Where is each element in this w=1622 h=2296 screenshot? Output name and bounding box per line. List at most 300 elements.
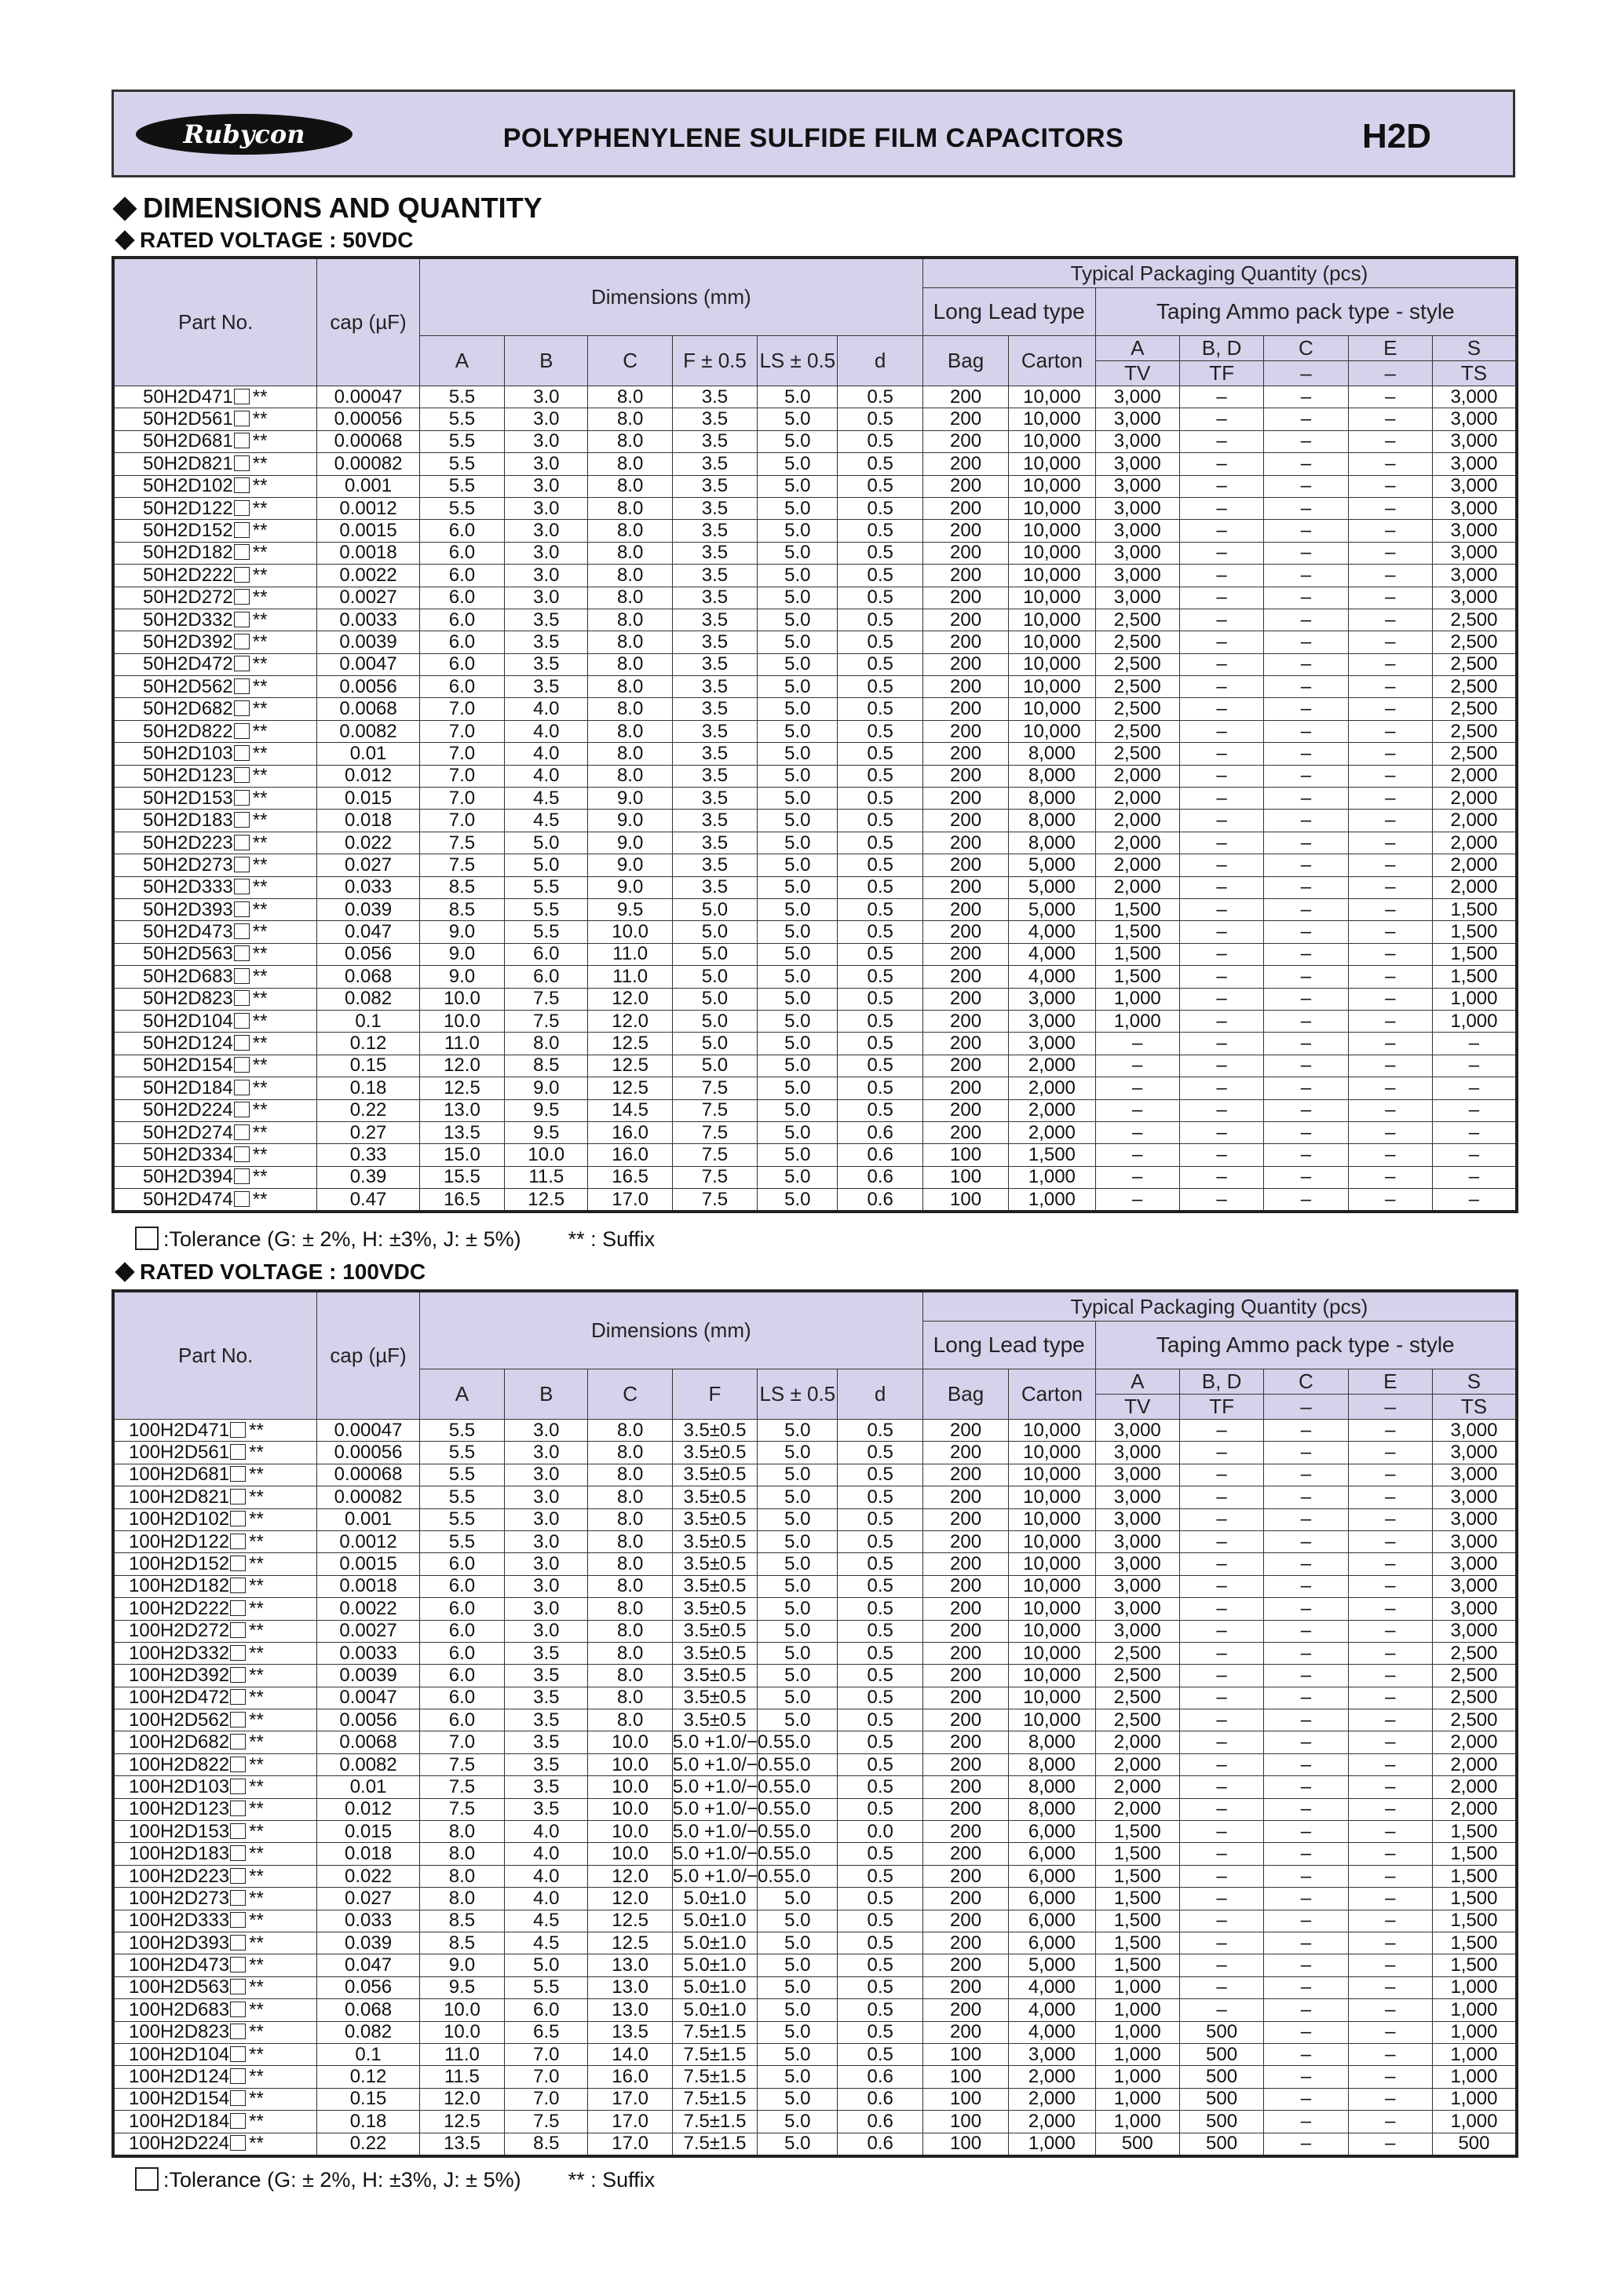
table-cell: 200 xyxy=(922,408,1008,430)
table-cell: 2,500 xyxy=(1095,1687,1179,1709)
section-heading xyxy=(111,192,542,225)
table-cell: 4,000 xyxy=(1009,943,1095,965)
tolerance-box-icon xyxy=(234,790,250,806)
table-cell: 0.00056 xyxy=(317,1442,419,1464)
tolerance-note xyxy=(135,2167,655,2192)
table-cell: 5.0 xyxy=(758,876,838,898)
part-number-cell xyxy=(113,743,317,765)
table-cell: 1,500 xyxy=(1432,898,1517,920)
table-cell: 3.5 xyxy=(672,386,757,408)
table-cell: 200 xyxy=(922,876,1008,898)
table-cell: – xyxy=(1264,1099,1348,1121)
table-cell: 5.0 xyxy=(672,1033,757,1055)
part-number: 100H2D153 xyxy=(129,1820,230,1842)
part-number-cell xyxy=(113,1420,317,1442)
table-row xyxy=(113,1055,1517,1077)
table-cell: 0.5 xyxy=(838,1099,922,1121)
table-cell: 5.0 xyxy=(758,1575,838,1597)
table-row xyxy=(113,1099,1517,1121)
table-row xyxy=(113,1709,1517,1731)
table-cell: 4.5 xyxy=(505,1910,588,1932)
table-row xyxy=(113,497,1517,519)
table-row xyxy=(113,631,1517,653)
col-dimensions: Dimensions (mm) xyxy=(419,1291,922,1369)
table-cell: 16.5 xyxy=(419,1189,504,1212)
table-cell: 200 xyxy=(922,631,1008,653)
table-cell: 2,500 xyxy=(1432,1642,1517,1664)
table-cell: 8.0 xyxy=(588,497,672,519)
table-cell: 10.0 xyxy=(419,1999,504,2021)
tolerance-box-icon xyxy=(230,1868,246,1884)
suffix-mark: ** xyxy=(252,742,268,764)
table-cell: – xyxy=(1264,1687,1348,1709)
part-number: 50H2D222 xyxy=(143,564,233,586)
table-cell: 6,000 xyxy=(1009,1910,1095,1932)
part-number: 50H2D682 xyxy=(143,698,233,720)
table-cell: 10.0 xyxy=(588,1776,672,1798)
table-cell: 3,000 xyxy=(1009,2043,1095,2065)
table-cell: 1,000 xyxy=(1095,1010,1179,1032)
table-cell: 0.5 xyxy=(838,1598,922,1620)
table-cell: 0.0027 xyxy=(317,1620,419,1642)
tolerance-box-icon xyxy=(234,767,250,783)
part-number: 50H2D821 xyxy=(143,452,233,474)
part-number: 50H2D681 xyxy=(143,430,233,452)
table-cell: – xyxy=(1264,386,1348,408)
table-cell: – xyxy=(1348,1843,1432,1865)
table-cell: 8.0 xyxy=(419,1843,504,1865)
table-cell: 3,000 xyxy=(1432,386,1517,408)
table-cell: 10.0 xyxy=(419,988,504,1010)
table-cell: 10,000 xyxy=(1009,430,1095,452)
table-cell: 0.0068 xyxy=(317,1731,419,1753)
col-tape-c-sub: – xyxy=(1264,1395,1348,1420)
table-cell: – xyxy=(1264,631,1348,653)
part-number-cell xyxy=(113,1442,317,1464)
part-number: 100H2D332 xyxy=(129,1642,230,1664)
table-cell: 200 xyxy=(922,676,1008,698)
table-cell: – xyxy=(1348,1731,1432,1753)
part-number-cell xyxy=(113,542,317,564)
part-number: 100H2D182 xyxy=(129,1575,230,1597)
table-cell: 0.00082 xyxy=(317,453,419,475)
suffix-mark: ** xyxy=(252,1099,268,1121)
table-cell: 6,000 xyxy=(1009,1865,1095,1887)
table-cell: 7.5 xyxy=(672,1189,757,1212)
suffix-mark: ** xyxy=(252,765,268,787)
table-cell: 0.5 xyxy=(838,1888,922,1910)
table-cell: 7.0 xyxy=(505,2088,588,2110)
table-cell: 0.5 xyxy=(838,1865,922,1887)
section-title: DIMENSIONS AND QUANTITY xyxy=(143,192,542,224)
table-cell: – xyxy=(1348,1575,1432,1597)
table-cell: 2,000 xyxy=(1095,1798,1179,1820)
table-cell: – xyxy=(1348,2021,1432,2043)
table-cell: 5.5 xyxy=(419,1508,504,1530)
table-row xyxy=(113,565,1517,587)
table-row xyxy=(113,810,1517,832)
table-cell: 0.47 xyxy=(317,1189,419,1212)
part-number: 50H2D154 xyxy=(143,1055,233,1077)
table-body xyxy=(113,386,1517,1212)
table-cell: 0.5 xyxy=(838,520,922,542)
table-row xyxy=(113,1033,1517,1055)
table-cell: 5.0 xyxy=(758,1865,838,1887)
table-cell: 1,500 xyxy=(1432,1843,1517,1865)
table-cell: – xyxy=(1179,1077,1263,1099)
table-row xyxy=(113,2133,1517,2156)
col-c: C xyxy=(588,1369,672,1420)
table-cell: 1,500 xyxy=(1009,1144,1095,1166)
table-cell: – xyxy=(1348,1753,1432,1775)
table-cell: 100 xyxy=(922,2133,1008,2156)
table-cell: – xyxy=(1264,1798,1348,1820)
table-cell: 8.5 xyxy=(419,898,504,920)
table-row xyxy=(113,1486,1517,1508)
table-cell: – xyxy=(1179,1865,1263,1887)
table-cell: 10,000 xyxy=(1009,386,1095,408)
table-cell: – xyxy=(1179,921,1263,943)
col-tape-tf: TF xyxy=(1179,1395,1263,1420)
col-tape-ts: TS xyxy=(1432,361,1517,386)
table-cell: – xyxy=(1348,1486,1432,1508)
table-cell: 3,000 xyxy=(1095,497,1179,519)
table-cell: 3.0 xyxy=(505,453,588,475)
table-cell: 12.5 xyxy=(505,1189,588,1212)
table-cell: 0.5 xyxy=(838,497,922,519)
table-cell: – xyxy=(1348,1776,1432,1798)
part-number-cell xyxy=(113,698,317,720)
table-cell: 0.0022 xyxy=(317,1598,419,1620)
table-cell: 5.0 xyxy=(758,2021,838,2043)
table-cell: 0.027 xyxy=(317,854,419,876)
table-cell: 5.0 xyxy=(672,988,757,1010)
part-number: 100H2D392 xyxy=(129,1664,230,1686)
part-number-cell xyxy=(113,587,317,609)
table-cell: – xyxy=(1264,876,1348,898)
table-cell: 17.0 xyxy=(588,2111,672,2133)
tolerance-box-icon xyxy=(234,1013,250,1029)
table-cell: 0.012 xyxy=(317,1798,419,1820)
table-cell: – xyxy=(1348,698,1432,720)
table-cell: 5.5 xyxy=(505,921,588,943)
table-cell: 3.0 xyxy=(505,587,588,609)
table-cell: 17.0 xyxy=(588,2133,672,2156)
tolerance-box-icon xyxy=(234,990,250,1006)
table-cell: 0.5 xyxy=(838,743,922,765)
table-cell: 5.0 +1.0/−0.5 xyxy=(672,1820,784,1842)
table-cell: 200 xyxy=(922,898,1008,920)
table-cell: – xyxy=(1264,943,1348,965)
table-cell: 12.5 xyxy=(588,1033,672,1055)
table-cell: 4.5 xyxy=(505,810,588,832)
table-row xyxy=(113,653,1517,675)
col-dimensions: Dimensions (mm) xyxy=(419,258,922,336)
part-number: 100H2D273 xyxy=(129,1887,230,1909)
table-cell: – xyxy=(1264,2111,1348,2133)
table-cell: 1,500 xyxy=(1095,921,1179,943)
part-number-cell xyxy=(113,788,317,810)
table-cell: – xyxy=(1348,1910,1432,1932)
table-cell: 0.5 xyxy=(838,1999,922,2021)
table-cell: 3,000 xyxy=(1432,542,1517,564)
table-cell: 0.0039 xyxy=(317,631,419,653)
table-cell: 5.0 xyxy=(758,2043,838,2065)
table-cell: 0.5 xyxy=(838,988,922,1010)
table-cell: 8.0 xyxy=(588,1530,672,1552)
table-cell: 200 xyxy=(922,1798,1008,1820)
table-cell: 10,000 xyxy=(1009,1508,1095,1530)
table-cell: 5.0 xyxy=(505,1954,588,1976)
col-tape-e: E xyxy=(1348,336,1432,361)
table-cell: 12.0 xyxy=(588,1888,672,1910)
table-cell: – xyxy=(1348,1166,1432,1188)
tolerance-box-icon xyxy=(230,1600,246,1616)
table-cell: 3.5 xyxy=(672,497,757,519)
tolerance-box-icon xyxy=(234,1168,250,1184)
table-cell: – xyxy=(1348,1121,1432,1143)
table-cell: 3.0 xyxy=(505,1575,588,1597)
table-cell: 7.5 xyxy=(419,854,504,876)
table-cell: – xyxy=(1179,475,1263,497)
table-cell: 5.0 xyxy=(758,788,838,810)
table-cell: 9.5 xyxy=(588,898,672,920)
table-cell: – xyxy=(1179,1954,1263,1976)
col-tape-s: S xyxy=(1432,1369,1517,1395)
part-number-cell xyxy=(113,1976,317,1998)
table-cell: 200 xyxy=(922,1077,1008,1099)
table-cell: 0.01 xyxy=(317,1776,419,1798)
table-cell: 7.5±1.5 xyxy=(672,2133,757,2156)
table-cell: – xyxy=(1348,1598,1432,1620)
table-cell: 16.0 xyxy=(588,2066,672,2088)
table-cell: 6.0 xyxy=(419,565,504,587)
table-cell: 200 xyxy=(922,1575,1008,1597)
table-cell: 200 xyxy=(922,1910,1008,1932)
table-cell: 1,500 xyxy=(1095,1821,1179,1843)
table-cell: – xyxy=(1264,698,1348,720)
table-cell: 200 xyxy=(922,1888,1008,1910)
table-cell: 0.018 xyxy=(317,810,419,832)
table-cell: 3,000 xyxy=(1095,408,1179,430)
tolerance-box-icon xyxy=(230,1979,246,1994)
table-cell: 0.0047 xyxy=(317,653,419,675)
part-number: 50H2D471 xyxy=(143,386,233,408)
part-number-cell xyxy=(113,1033,317,1055)
table-cell: 10,000 xyxy=(1009,520,1095,542)
suffix-mark: ** xyxy=(252,876,268,898)
table-cell: 3.5 xyxy=(672,587,757,609)
table-cell: – xyxy=(1179,966,1263,988)
table-cell: – xyxy=(1095,1144,1179,1166)
table-cell: 0.0027 xyxy=(317,587,419,609)
table-cell: 4,000 xyxy=(1009,921,1095,943)
table-cell: 1,500 xyxy=(1095,1954,1179,1976)
table-cell: – xyxy=(1348,520,1432,542)
part-number-cell xyxy=(113,1798,317,1820)
table-cell: 2,500 xyxy=(1095,720,1179,742)
table-cell: 200 xyxy=(922,1865,1008,1887)
table-cell: 6,000 xyxy=(1009,1843,1095,1865)
table-cell: 1,500 xyxy=(1095,1888,1179,1910)
table-cell: 2,500 xyxy=(1095,609,1179,631)
table-cell: 0.5 xyxy=(838,653,922,675)
part-number: 100H2D272 xyxy=(129,1620,230,1642)
table-cell: 4.0 xyxy=(505,1843,588,1865)
tolerance-box-icon xyxy=(230,1935,246,1951)
table-cell: 6,000 xyxy=(1009,1821,1095,1843)
table-cell: 0.5 xyxy=(838,676,922,698)
table-cell: 12.5 xyxy=(588,1910,672,1932)
table-cell: 0.082 xyxy=(317,2021,419,2043)
table-cell: – xyxy=(1264,854,1348,876)
table-row xyxy=(113,609,1517,631)
part-number: 50H2D273 xyxy=(143,854,233,876)
table-cell: – xyxy=(1179,1999,1263,2021)
table-cell: 15.5 xyxy=(419,1166,504,1188)
table-cell: 0.047 xyxy=(317,921,419,943)
table-cell: 0.5 xyxy=(838,386,922,408)
table-cell: 3.5 xyxy=(505,631,588,653)
table-cell: – xyxy=(1264,765,1348,787)
table-cell: 10.0 xyxy=(588,1843,672,1865)
table-cell: 5.5 xyxy=(419,408,504,430)
table-cell: 0.0012 xyxy=(317,497,419,519)
table-cell: 10,000 xyxy=(1009,565,1095,587)
table-cell: 200 xyxy=(922,832,1008,854)
table-cell: 200 xyxy=(922,2021,1008,2043)
table-cell: 10,000 xyxy=(1009,1665,1095,1687)
part-number: 50H2D184 xyxy=(143,1077,233,1099)
table-cell: 0.00056 xyxy=(317,408,419,430)
suffix-mark: ** xyxy=(252,386,268,408)
table-cell: 0.015 xyxy=(317,1821,419,1843)
part-number: 50H2D393 xyxy=(143,898,233,920)
tolerance-box-icon xyxy=(230,1845,246,1861)
table-cell: 3,000 xyxy=(1009,1010,1095,1032)
table-cell: – xyxy=(1348,1508,1432,1530)
table-cell: 0.0033 xyxy=(317,609,419,631)
table-cell: 10.0 xyxy=(588,1753,672,1775)
tolerance-box-icon xyxy=(230,2046,246,2062)
tolerance-box-icon xyxy=(230,1511,246,1526)
table-cell: 8.0 xyxy=(588,430,672,452)
table-cell: 1,000 xyxy=(1432,1010,1517,1032)
tolerance-box-icon xyxy=(230,1912,246,1928)
table-cell: 4,000 xyxy=(1009,2021,1095,2043)
table-cell: 0.5 xyxy=(838,1575,922,1597)
table-cell: 2,500 xyxy=(1432,1687,1517,1709)
suffix-mark: ** xyxy=(252,921,268,943)
part-number: 100H2D223 xyxy=(129,1865,230,1887)
table-cell: 6.0 xyxy=(505,1999,588,2021)
table-cell: 0.056 xyxy=(317,943,419,965)
table-cell: 2,500 xyxy=(1095,653,1179,675)
table-row xyxy=(113,921,1517,943)
table-cell: 3.5±0.5 xyxy=(672,1530,757,1552)
table-cell: – xyxy=(1348,1642,1432,1664)
part-number-cell xyxy=(113,676,317,698)
table-cell: 500 xyxy=(1095,2133,1179,2156)
dimensions-table-50v xyxy=(111,256,1518,1213)
table-cell: 8.0 xyxy=(588,1709,672,1731)
table-cell: 1,500 xyxy=(1432,1865,1517,1887)
table-cell: 500 xyxy=(1179,2111,1263,2133)
table-cell: 10,000 xyxy=(1009,475,1095,497)
tolerance-box-icon xyxy=(135,2167,159,2191)
table-cell: 0.5 xyxy=(838,587,922,609)
part-number-cell xyxy=(113,1508,317,1530)
table-cell: 2,000 xyxy=(1009,2066,1095,2088)
table-cell: 5.0 xyxy=(758,1709,838,1731)
table-cell: 5.0±1.0 xyxy=(672,1932,757,1954)
table-cell: – xyxy=(1179,898,1263,920)
table-cell: 5.5 xyxy=(419,386,504,408)
header-banner xyxy=(111,90,1515,177)
tolerance-box-icon xyxy=(230,1890,246,1906)
suffix-mark: ** xyxy=(252,720,268,742)
table-cell: 200 xyxy=(922,1776,1008,1798)
table-cell: 5.0 xyxy=(758,966,838,988)
table-cell: 0.5 xyxy=(838,832,922,854)
table-cell: 6.0 xyxy=(505,943,588,965)
table-cell: 3,000 xyxy=(1095,1442,1179,1464)
table-cell: 5.0 xyxy=(758,497,838,519)
table-cell: 3.0 xyxy=(505,1530,588,1552)
table-cell: 0.6 xyxy=(838,2066,922,2088)
table-cell: – xyxy=(1432,1099,1517,1121)
table-cell: 10,000 xyxy=(1009,1553,1095,1575)
table-cell: 3.5 xyxy=(505,1642,588,1664)
suffix-mark: ** xyxy=(249,1998,264,2020)
table-cell: 2,500 xyxy=(1095,1665,1179,1687)
table-cell: 2,500 xyxy=(1095,1709,1179,1731)
table-cell: 5.0 xyxy=(758,921,838,943)
table-cell: 200 xyxy=(922,743,1008,765)
tolerance-box-icon xyxy=(234,1102,250,1117)
table-cell: – xyxy=(1264,1189,1348,1212)
table-cell: 2,500 xyxy=(1095,743,1179,765)
table-row xyxy=(113,943,1517,965)
part-number-cell xyxy=(113,1055,317,1077)
table-cell: – xyxy=(1264,2021,1348,2043)
table-cell: – xyxy=(1348,943,1432,965)
col-tape-c-sub: – xyxy=(1264,361,1348,386)
table-cell: 2,000 xyxy=(1009,2111,1095,2133)
table-cell: 5.5 xyxy=(419,1530,504,1552)
table-cell: 0.6 xyxy=(838,2133,922,2156)
table-cell: – xyxy=(1264,1010,1348,1032)
table-cell: 5.0 xyxy=(758,1776,838,1798)
table-cell: 5.0 xyxy=(758,1166,838,1188)
table-cell: 8.0 xyxy=(588,1642,672,1664)
table-cell: – xyxy=(1179,1575,1263,1597)
tolerance-box-icon xyxy=(234,700,250,716)
table-cell: 1,500 xyxy=(1095,1843,1179,1865)
part-number: 100H2D224 xyxy=(129,2133,230,2155)
table-cell: 10,000 xyxy=(1009,542,1095,564)
table-cell: 4.0 xyxy=(505,698,588,720)
table-cell: 5.0 xyxy=(672,921,757,943)
table-cell: – xyxy=(1179,1420,1263,1442)
table-cell: – xyxy=(1348,2043,1432,2065)
suffix-mark: ** xyxy=(252,1010,268,1032)
table-cell: 1,000 xyxy=(1432,2088,1517,2110)
table-cell: – xyxy=(1179,1530,1263,1552)
part-number: 100H2D473 xyxy=(129,1954,230,1976)
table-row xyxy=(113,430,1517,452)
table-row xyxy=(113,1999,1517,2021)
